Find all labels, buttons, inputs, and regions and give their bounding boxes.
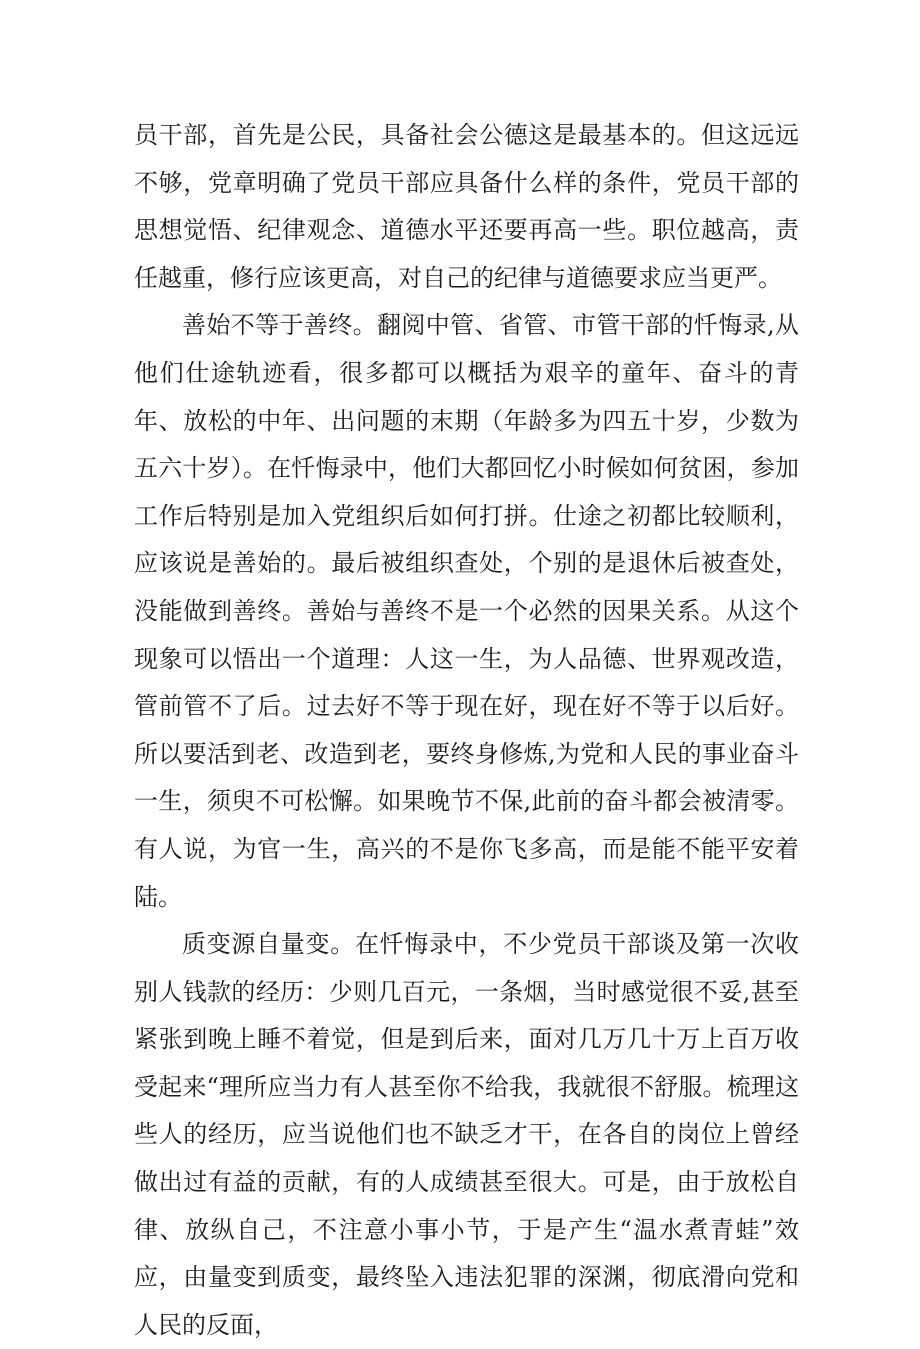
- body-text: [134, 112, 799, 1349]
- paragraph-2: 善始不等于善终。翻阅中管、省管、市管干部的忏悔录,从他们仕途轨迹看，很多都可以概括为艰辛的童年、奋斗的青年、放松的中年、出问题的末期（年龄多为四五十岁，少数为五六十岁）。在忏悔录中，他们大都回忆小时候如何贫困，参加工作后特别是加入党组织后如何打拼。仕途之初都比较顺利，应该说是善始的。最后被组织查处，个别的是退休后被查处，没能做到善终。善始与善终不是一个必然的因果关系。从这个现象可以悟出一个道理：人这一生，为人品德、世界观改造，管前管不了后。过去好不等于现在好，现在好不等于以后好。所以要活到老、改造到老，要终身修炼,为党和人民的事业奋斗一生，须臾不可松懈。如果晚节不保,此前的奋斗都会被清零。有人说，为官一生，高兴的不是你飞多高，而是能不能平安着陆。: [134, 311, 799, 911]
- paragraph-3: 质变源自量变。在忏悔录中，不少党员干部谈及第一次收别人钱款的经历：少则几百元，一条烟，当时感觉很不妥,甚至紧张到晚上睡不着觉，但是到后来，面对几万几十万上百万收受起来“理所应当力有人甚至你不给我，我就很不舒服。梳理这些人的经历，应当说他们也不缺乏才干，在各自的岗位上曾经做出过有益的贡献，有的人成绩甚至很大。可是，由于放松自律、放纵自己，不注意小事小节，于是产生“温水煮青蛙”效应，由量变到质变，最终坠入违法犯罪的深渊，彻底滑向党和人民的反面，: [134, 930, 799, 1339]
- paragraph-1: 员干部，首先是公民，具备社会公德这是最基本的。但这远远不够，党章明确了党员干部应具备什么样的条件，党员干部的思想觉悟、纪律观念、道德水平还要再高一些。职位越高，责任越重，修行应该更高，对自己的纪律与道德要求应当更严。: [134, 121, 799, 292]
